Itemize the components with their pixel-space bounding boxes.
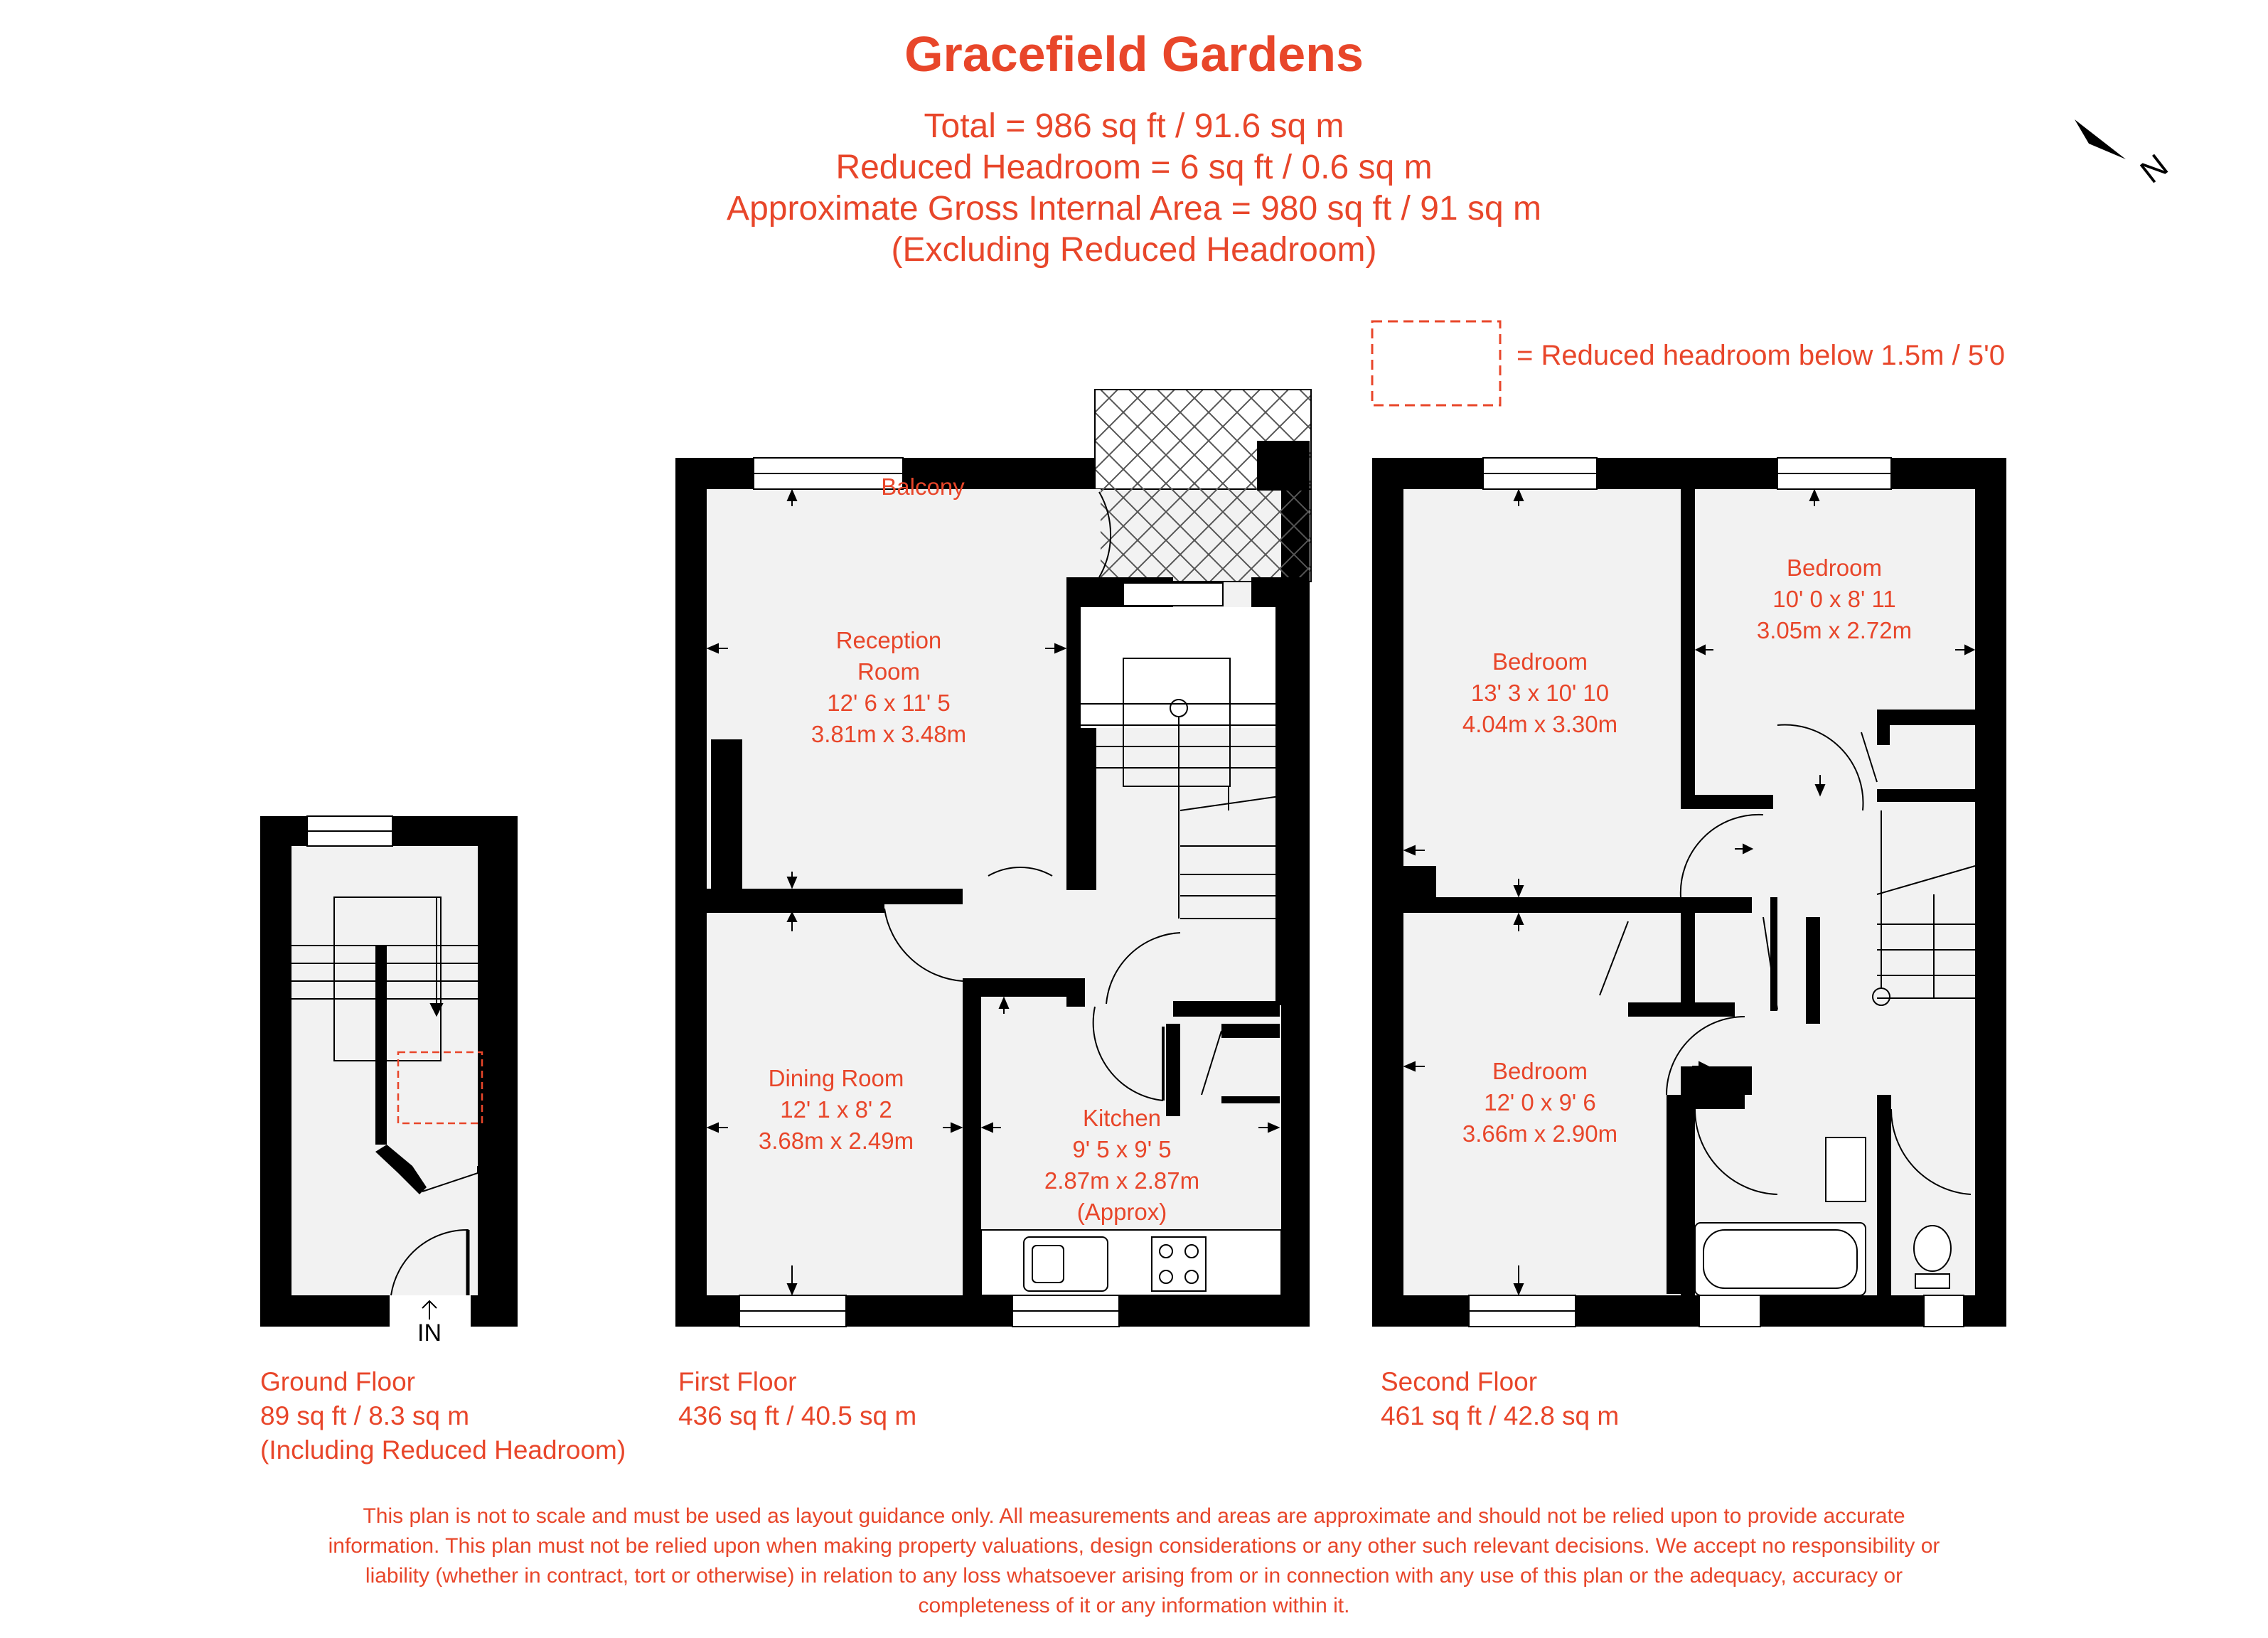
dining-metric: 3.68m x 2.49m xyxy=(758,1128,914,1154)
second-floor-caption xyxy=(1381,1365,1619,1433)
second-floor-area: 461 sq ft / 42.8 sq m xyxy=(1381,1401,1620,1430)
kitchen-label: Kitchen xyxy=(1082,1105,1162,1131)
ground-floor-plan xyxy=(260,816,518,1347)
bedroom-3-imperial: 12' 0 x 9' 6 xyxy=(1484,1089,1596,1115)
gross-area-line: Approximate Gross Internal Area = 980 sq ft / 91 sq m xyxy=(727,190,1541,228)
excluding-note-line: (Excluding Reduced Headroom) xyxy=(891,231,1377,269)
reception-label-2: Room xyxy=(857,658,921,685)
second-floor-plan xyxy=(1372,458,2006,1327)
first-floor-name: First Floor xyxy=(678,1367,797,1396)
ground-floor-name: Ground Floor xyxy=(260,1367,415,1396)
legend-text: = Reduced headroom below 1.5m / 5'0 xyxy=(1517,340,2005,371)
bedroom-2-label: Bedroom xyxy=(1787,555,1882,581)
hob-icon xyxy=(1152,1237,1206,1291)
basin-icon xyxy=(1826,1138,1866,1201)
dining-label: Dining Room xyxy=(768,1065,904,1091)
bedroom-1-imperial: 13' 3 x 10' 10 xyxy=(1470,680,1610,706)
plan-title: Gracefield Gardens xyxy=(904,26,1364,82)
bath-icon xyxy=(1695,1223,1866,1295)
dining-imperial: 12' 1 x 8' 2 xyxy=(780,1096,892,1123)
first-floor-caption xyxy=(678,1365,916,1433)
balcony-label: Balcony xyxy=(881,473,965,500)
toilet-icon xyxy=(1914,1226,1951,1271)
kitchen-note: (Approx) xyxy=(1076,1199,1167,1225)
kitchen-imperial: 9' 5 x 9' 5 xyxy=(1072,1136,1172,1162)
ground-floor-area: 89 sq ft / 8.3 sq m xyxy=(260,1401,470,1430)
reception-metric: 3.81m x 3.48m xyxy=(811,721,967,747)
north-arrow-icon xyxy=(2075,119,2175,191)
reception-label-1: Reception xyxy=(835,627,942,653)
bedroom-2-metric: 3.05m x 2.72m xyxy=(1756,617,1913,643)
bedroom-2-imperial: 10' 0 x 8' 11 xyxy=(1772,586,1896,612)
reduced-headroom-line: Reduced Headroom = 6 sq ft / 0.6 sq m xyxy=(835,149,1433,186)
reception-imperial: 12' 6 x 11' 5 xyxy=(827,690,951,716)
bedroom-3-label: Bedroom xyxy=(1492,1058,1588,1084)
second-floor-name: Second Floor xyxy=(1381,1367,1538,1396)
compass-label: N xyxy=(2133,146,2175,191)
ground-floor-caption xyxy=(260,1365,626,1467)
legend-swatch xyxy=(1372,321,1500,405)
bedroom-1-metric: 4.04m x 3.30m xyxy=(1462,711,1618,737)
disclaimer-text: This plan is not to scale and must be used as layout guidance only. All measurements and areas are approximate and should not be relied upon to provide accurate information. This plan must not be relied upon when making property valuations, design considerations or any other such relevant decisions. We accept no responsibility or liability (whether in contract, tort or otherwise) in relation to any loss whatsoever arising from or in connection with any use of this plan or the adequacy, accuracy or completeness of it or any information within it. xyxy=(328,1504,1940,1617)
entrance-label: IN xyxy=(417,1320,442,1347)
total-area-line: Total = 986 sq ft / 91.6 sq m xyxy=(924,107,1344,145)
first-floor-area: 436 sq ft / 40.5 sq m xyxy=(678,1401,917,1430)
kitchen-metric: 2.87m x 2.87m xyxy=(1044,1167,1200,1194)
ground-floor-note: (Including Reduced Headroom) xyxy=(260,1435,626,1465)
bedroom-3-metric: 3.66m x 2.90m xyxy=(1462,1120,1618,1147)
bedroom-1-label: Bedroom xyxy=(1492,648,1588,675)
first-floor-plan xyxy=(675,390,1311,1327)
